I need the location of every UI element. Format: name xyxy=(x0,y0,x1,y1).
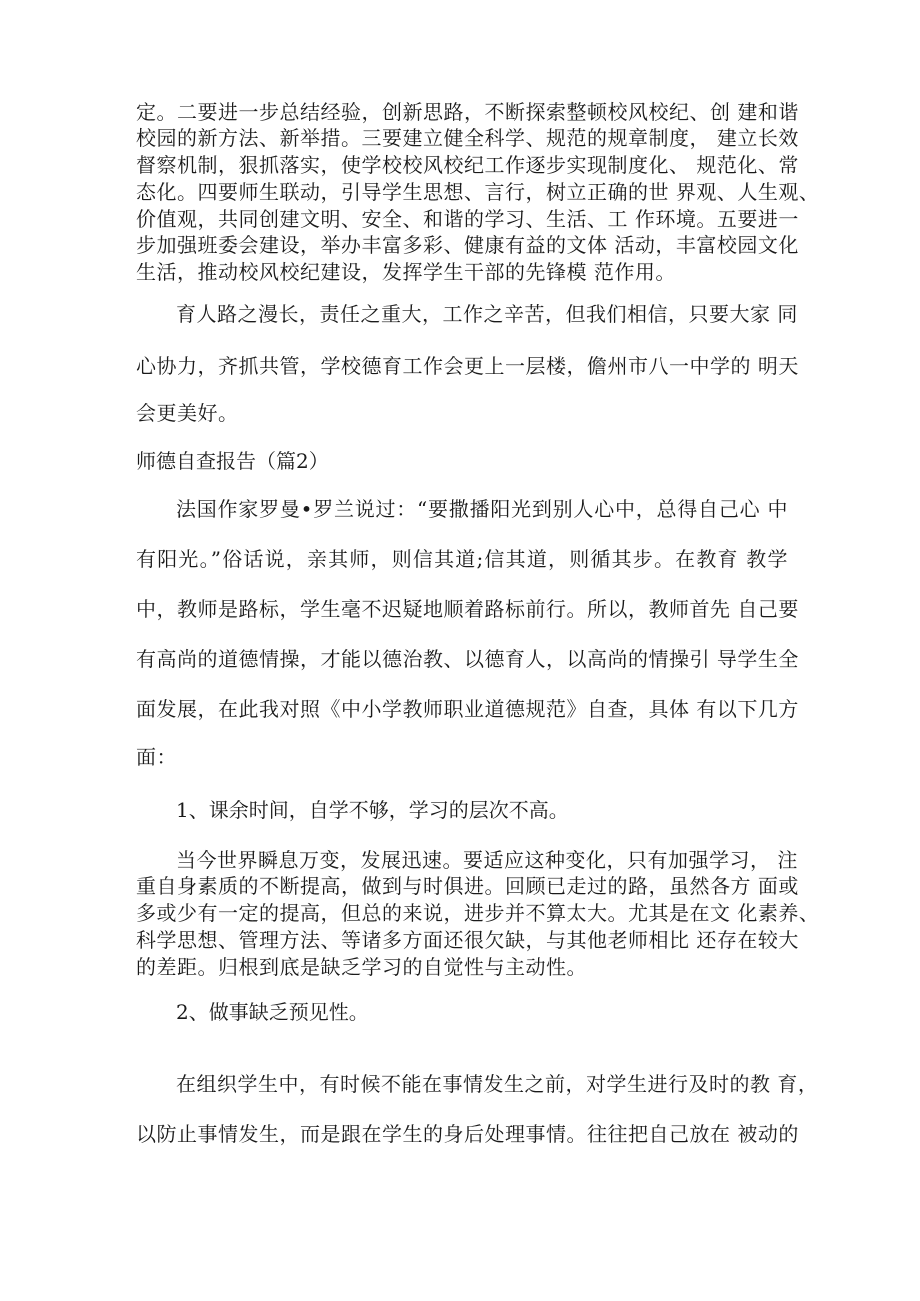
paragraph-line: 科学思想、管理方法、等诸多方面还很欠缺，与其他老师相比 还存在较大 xyxy=(136,928,799,952)
paragraph-line: 多或少有一定的提高，但总的来说，进步并不算太大。尤其是在文 化素养、 xyxy=(136,901,820,925)
paragraph-line: 的差距。归根到底是缺乏学习的自觉性与主动性。 xyxy=(136,955,587,979)
paragraph-line: 有高尚的道德情操，才能以德治教、以德育人，以高尚的情操引 导学生全 xyxy=(136,647,799,671)
paragraph-line: 定。二要进一步总结经验，创新思路，不断探索整顿校风校纪、创 建和谐 xyxy=(136,100,799,124)
paragraph-line: 步加强班委会建设，举办丰富多彩、健康有益的文体 活动，丰富校园文化 xyxy=(136,233,799,257)
paragraph-line: 面： xyxy=(136,745,177,769)
paragraph-line: 校园的新方法、新举措。三要建立健全科学、规范的规章制度， 建立长效 xyxy=(136,126,799,150)
paragraph-line: 心协力，齐抓共管，学校德育工作会更上一层楼，儋州市八一中学的 明天 xyxy=(136,354,799,378)
paragraph-line: 重自身素质的不断提高，做到与时俱进。回顾已走过的路，虽然各方 面或 xyxy=(136,874,799,898)
paragraph-line: 以防止事情发生，而是跟在学生的身后处理事情。往往把自己放在 被动的 xyxy=(136,1122,799,1146)
paragraph-line: 面发展，在此我对照《中小学教师职业道德规范》自查，具体 有以下几方 xyxy=(136,697,799,721)
paragraph-line: 育人路之漫长，责任之重大，工作之辛苦，但我们相信，只要大家 同 xyxy=(176,302,798,326)
paragraph-line: 督察机制，狠抓落实，使学校校风校纪工作逐步实现制度化、 规范化、常 xyxy=(136,153,799,177)
paragraph-line: 中，教师是路标，学生毫不迟疑地顺着路标前行。所以，教师首先 自己要 xyxy=(136,597,799,621)
section-heading: 师德自查报告（篇2） xyxy=(136,449,329,473)
list-item: 1、课余时间，自学不够，学习的层次不高。 xyxy=(176,798,569,822)
paragraph-line: 当今世界瞬息万变，发展迅速。要适应这种变化，只有加强学习， 注 xyxy=(176,848,798,872)
paragraph-line: 会更美好。 xyxy=(136,401,239,425)
paragraph-line: 价值观，共同创建文明、安全、和谐的学习、生活、工 作环境。五要进一 xyxy=(136,207,799,231)
paragraph-line: 法国作家罗曼•罗兰说过：“要撒播阳光到别人心中，总得自己心 中 xyxy=(176,497,788,521)
paragraph-line: 在组织学生中，有时候不能在事情发生之前，对学生进行及时的教 育， xyxy=(176,1072,819,1096)
paragraph-line: 生活，推动校风校纪建设，发挥学生干部的先锋模 范作用。 xyxy=(136,260,676,284)
paragraph-line: 态化。四要师生联动，引导学生思想、言行，树立正确的世 界观、人生观、 xyxy=(136,180,820,204)
list-item: 2、做事缺乏预见性。 xyxy=(176,1000,369,1024)
paragraph-line: 有阳光。”俗话说，亲其师，则信其道;信其道，则循其步。在教育 教学 xyxy=(136,547,788,571)
